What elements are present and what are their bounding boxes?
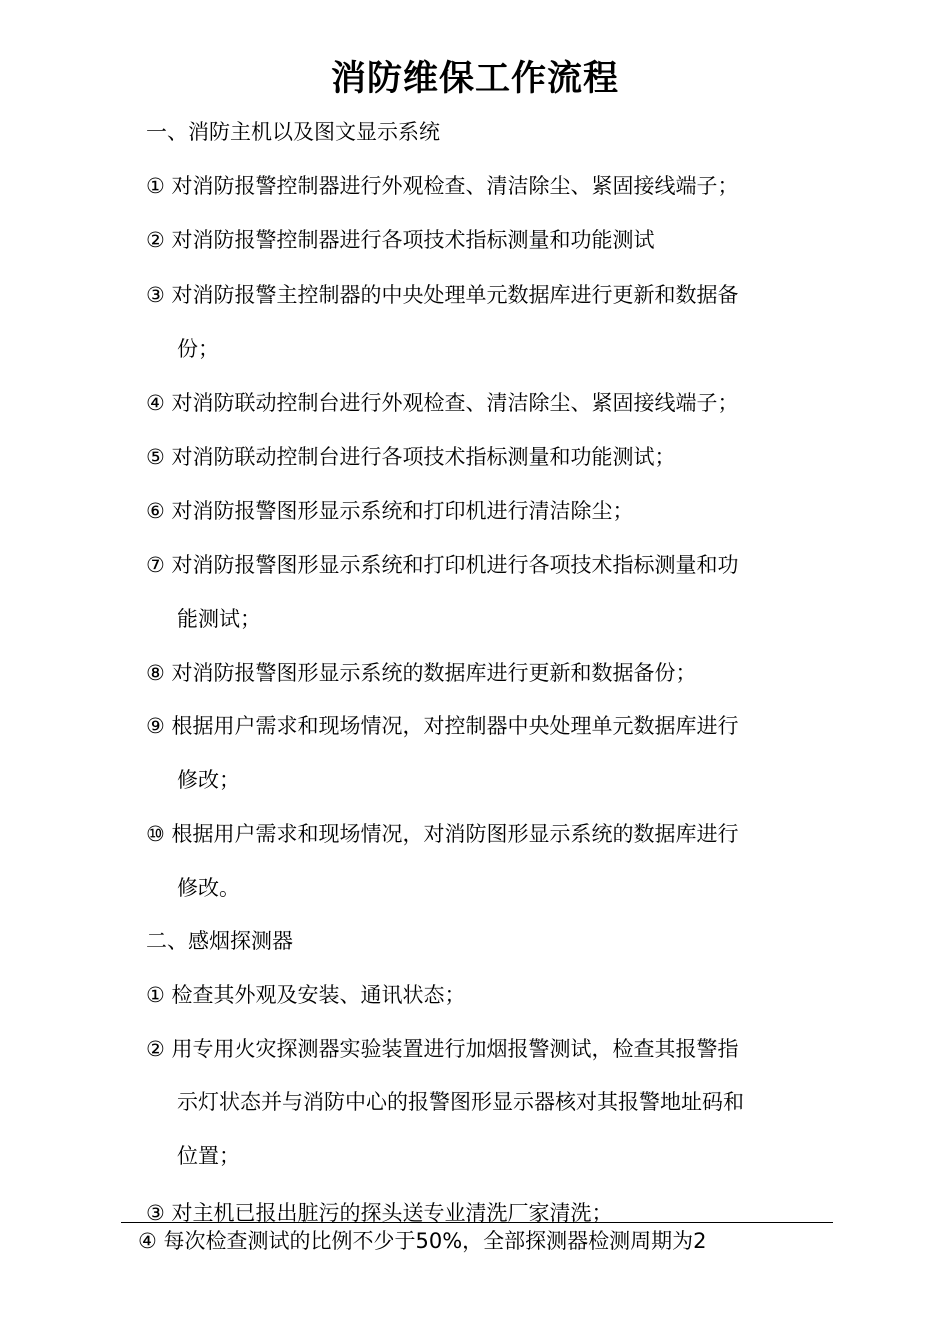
list-item: ⑥ 对消防报警图形显示系统和打印机进行清洁除尘； xyxy=(146,499,634,523)
list-item: ④ 每次检查测试的比例不少于50%，全部探测器检测周期为2 xyxy=(138,1229,707,1253)
list-item: ⑨ 根据用户需求和现场情况，对控制器中央处理单元数据库进行 xyxy=(146,714,739,738)
list-item-continuation: 位置； xyxy=(177,1144,240,1168)
list-item: ④ 对消防联动控制台进行外观检查、清洁除尘、紧固接线端子； xyxy=(146,391,739,415)
section-heading-1: 一、消防主机以及图文显示系统 xyxy=(146,120,440,144)
list-item-continuation: 修改。 xyxy=(177,876,240,900)
list-item: ① 检查其外观及安装、通讯状态； xyxy=(146,983,466,1007)
list-item: ③ 对主机已报出脏污的探头送专业清洗厂家清洗； xyxy=(146,1201,613,1225)
list-item: ② 对消防报警控制器进行各项技术指标测量和功能测试 xyxy=(146,228,655,252)
list-item-continuation: 能测试； xyxy=(177,607,261,631)
list-item-continuation: 份； xyxy=(177,337,219,361)
list-item-continuation: 修改； xyxy=(177,768,240,792)
list-item: ① 对消防报警控制器进行外观检查、清洁除尘、紧固接线端子； xyxy=(146,174,739,198)
section-heading-2: 二、感烟探测器 xyxy=(146,929,293,953)
list-item: ⑧ 对消防报警图形显示系统的数据库进行更新和数据备份； xyxy=(146,661,697,685)
page-divider xyxy=(121,1222,833,1223)
document-title: 消防维保工作流程 xyxy=(330,59,619,99)
list-item: ② 用专用火灾探测器实验装置进行加烟报警测试，检查其报警指 xyxy=(146,1037,739,1061)
list-item-continuation: 示灯状态并与消防中心的报警图形显示器核对其报警地址码和 xyxy=(177,1090,744,1114)
list-item: ⑩ 根据用户需求和现场情况，对消防图形显示系统的数据库进行 xyxy=(146,822,739,846)
list-item: ⑦ 对消防报警图形显示系统和打印机进行各项技术指标测量和功 xyxy=(146,553,739,577)
list-item: ⑤ 对消防联动控制台进行各项技术指标测量和功能测试； xyxy=(146,445,676,469)
list-item: ③ 对消防报警主控制器的中央处理单元数据库进行更新和数据备 xyxy=(146,283,739,307)
